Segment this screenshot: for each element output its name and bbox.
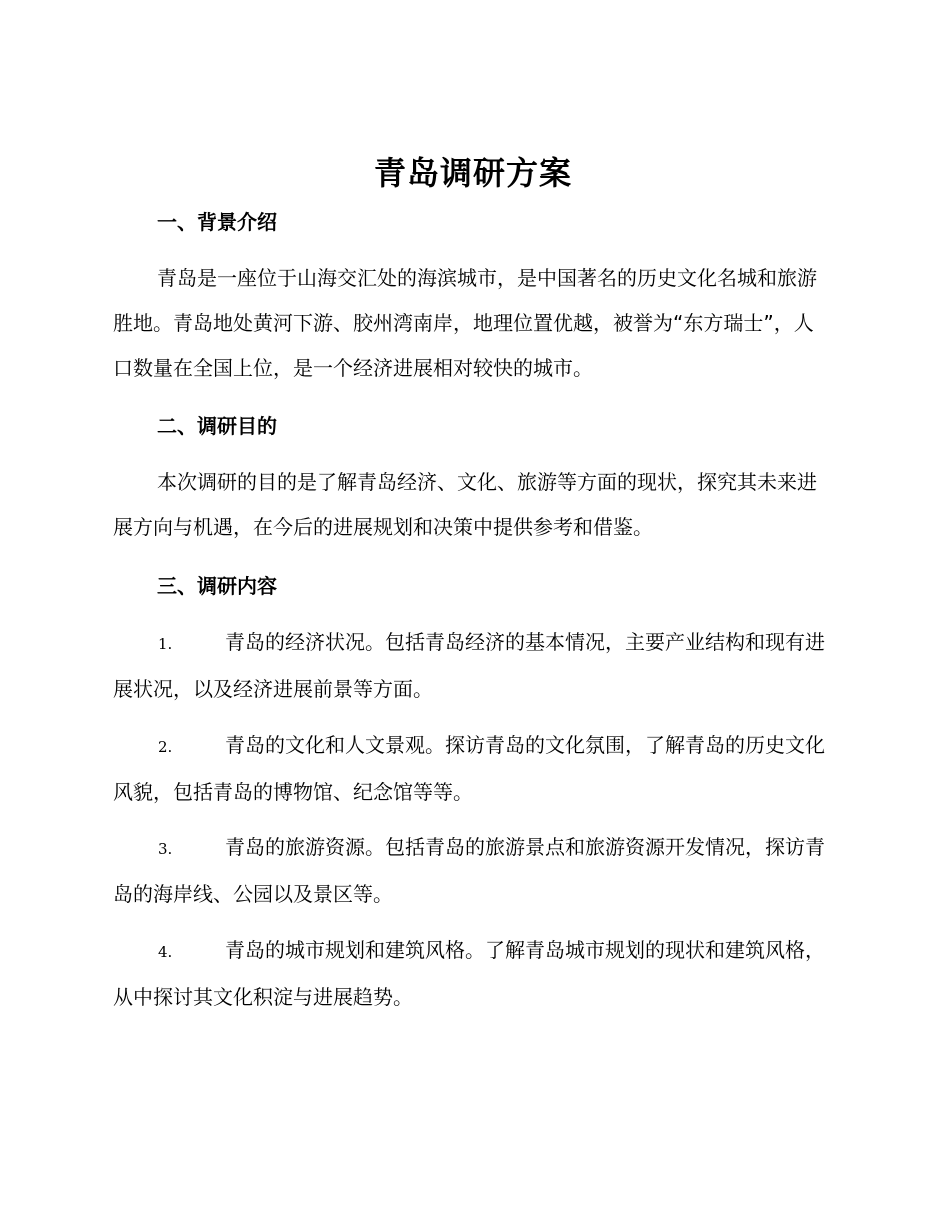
list-item-number: 2. xyxy=(158,738,173,756)
section-paragraph-purpose: 本次调研的目的是了解青岛经济、文化、旅游等方面的现状，探究其未来进展方向与机遇，在今后的进展规划和决策中提供参考和借鉴。 xyxy=(113,470,817,539)
section-heading-background: 一、背景介绍 xyxy=(157,210,277,234)
list-item xyxy=(113,620,833,712)
list-item xyxy=(113,723,833,815)
list-item-text: 青岛的文化和人文景观。探访青岛的文化氛围，了解青岛的历史文化风貌，包括青岛的博物馆、纪念馆等等。 xyxy=(113,733,825,804)
document-title: 青岛调研方案 xyxy=(373,154,572,192)
list-item-number: 4. xyxy=(158,943,173,961)
list-item-text: 青岛的经济状况。包括青岛经济的基本情况，主要产业结构和现有进展状况，以及经济进展前景等方面。 xyxy=(113,630,825,701)
list-item-text: 青岛的旅游资源。包括青岛的旅游景点和旅游资源开发情况，探访青岛的海岸线、公园以及景区等。 xyxy=(113,835,825,906)
section-heading-purpose: 二、调研目的 xyxy=(157,414,277,438)
list-item-text: 青岛的城市规划和建筑风格。了解青岛城市规划的现状和建筑风格，从中探讨其文化积淀与进展趋势。 xyxy=(113,938,825,1009)
list-item xyxy=(113,928,833,1020)
section-heading-content: 三、调研内容 xyxy=(157,574,277,598)
list-item xyxy=(113,825,833,917)
list-item-number: 1. xyxy=(158,635,173,653)
list-item-number: 3. xyxy=(158,840,173,858)
section-paragraph-background: 青岛是一座位于山海交汇处的海滨城市，是中国著名的历史文化名城和旅游胜地。青岛地处黄河下游、胶州湾南岸，地理位置优越，被誉为“东方瑞士”，人口数量在全国上位，是一个经济进展相对较快的城市。 xyxy=(113,266,817,380)
